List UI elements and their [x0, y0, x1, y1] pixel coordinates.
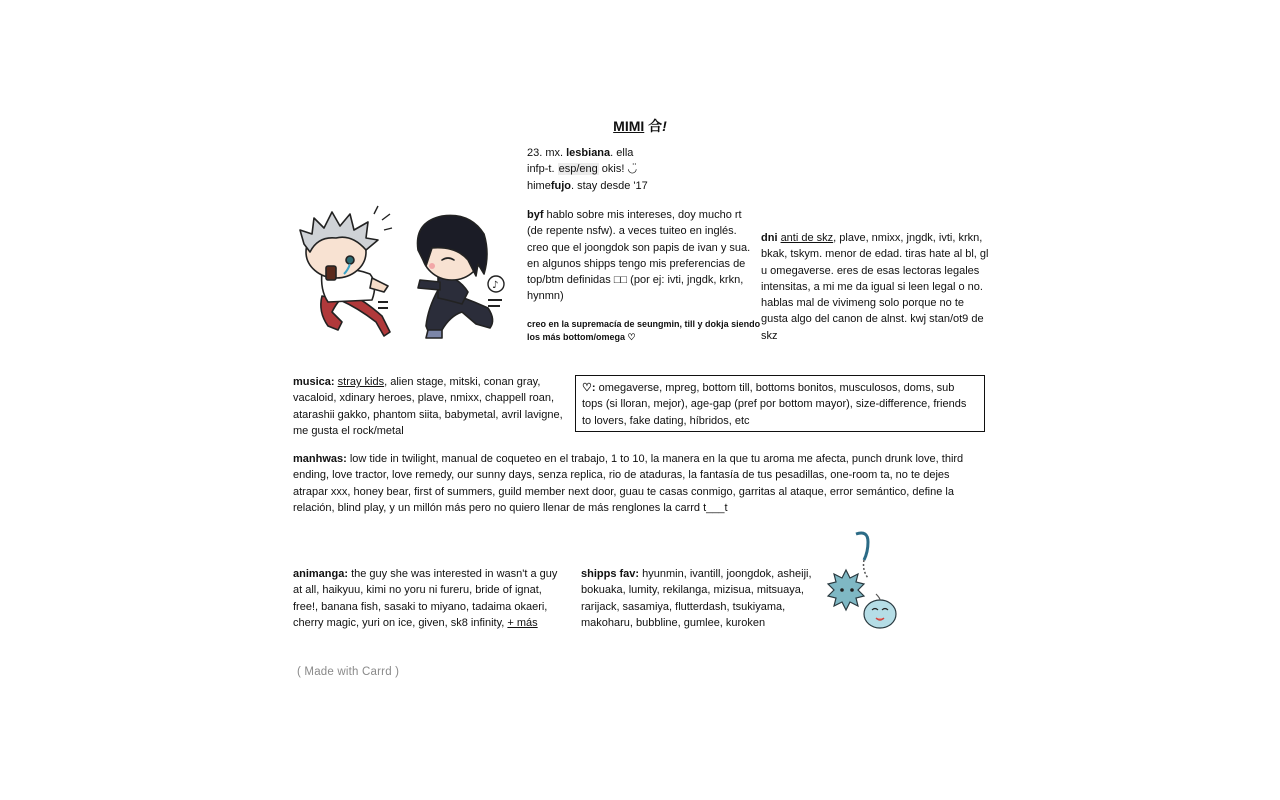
- intro-l3-post: . stay desde '17: [571, 179, 648, 192]
- musica-link[interactable]: stray kids: [337, 376, 385, 388]
- manhwas-body: low tide in twilight, manual de coqueteo en el trabajo, 1 to 10, la manera en la que tu aroma me afecta, punch drunk love, third ending, love tractor, love remedy, our sunny days, senza replica, rio de ataduras, la fantasía de tus pesadillas, one-room ta, no te dejes atrapar xxx, honey bear, first of summers, guild member next door, guau te casas conmigo, garritas al ataque, error semántico, define la relación, blind play, y un millón más pero no quiero llenar de más renglones la carrd t___t: [293, 453, 964, 514]
- keychain-charm-icon: [824, 530, 902, 630]
- intro-l2-highlight: esp/eng: [558, 163, 598, 176]
- animanga-body: the guy she was interested in wasn't a guy at all, haikyuu, kimi no yoru ni fureru, bride of ignat, free!, banana fish, sasaki to miyano, tadaima okaeri, cherry magic, yuri on ice, given, sk8 infinity,: [293, 568, 558, 629]
- title-name: MIMI: [613, 118, 645, 134]
- dni-body: , plave, nmixx, jngdk, ivti, krkn, bkak, tskym. menor de edad. tiras hate al bl, gl u omegaverse. eres de esas lectoras legales intensitas, a mi me da igual si leen legal o no. hablas mal de vivimeng solo porque no te gusta algo del canon de alnst. kwj stan/ot9 de skz: [761, 232, 989, 342]
- intro-l1-post: . ella: [610, 147, 634, 159]
- title-kanji: 合: [648, 118, 663, 134]
- shipps-body: hyunmin, ivantill, joongdok, asheiji, bokuaka, lumity, rekilanga, mizisua, mitsuaya, rarijack, sasamiya, flutterdash, tsukiyama, makoharu, bubbline, gumlee, kuroken: [581, 568, 812, 629]
- likes-body: omegaverse, mpreg, bottom till, bottoms bonitos, musculosos, doms, sub tops (si lloran, mejor), age-gap (pref por bottom mayor), size-difference, friends to lovers, fake dating, híbridos, etc: [582, 382, 967, 427]
- intro-line-3: [527, 178, 757, 194]
- likes-label: ♡:: [582, 382, 596, 394]
- animanga-label: animanga:: [293, 568, 349, 580]
- made-with-carrd-link[interactable]: ( Made with Carrd ): [297, 666, 400, 678]
- page-title: [560, 117, 720, 135]
- keychain-charm-image: [824, 530, 902, 630]
- shipps-text: [581, 566, 821, 631]
- intro-l2-pre: infp-t.: [527, 163, 558, 176]
- shipps-label: shipps fav:: [581, 568, 640, 580]
- intro-block: [527, 145, 757, 194]
- musica-label: musica:: [293, 376, 335, 388]
- supremacy-note: creo en la supremacía de seungmin, till y dokja siendo los más bottom/omega ♡: [527, 319, 761, 342]
- title-bang: !: [662, 118, 667, 134]
- animanga-text: [293, 566, 569, 631]
- byf-body: hablo sobre mis intereses, doy mucho rt (de repente nsfw). a veces tuiteo en inglés. creo que el joongdok son papis de ivan y sua. en algunos shipps tengo mis preferencias de top/btm definidas □□ (por ej: ivti, jngdk, krkn, hynmn): [527, 209, 751, 303]
- intro-l1-pre: 23. mx.: [527, 147, 567, 159]
- dni-text: [761, 230, 989, 344]
- more-link[interactable]: + más: [507, 616, 538, 629]
- chibi-art-image: [292, 204, 512, 344]
- chibi-characters-illustration: [292, 204, 512, 344]
- intro-l3-bold: fujo: [550, 179, 572, 192]
- intro-line-2: [527, 161, 757, 177]
- byf-text: [527, 207, 752, 305]
- svg-text:♪: ♪: [492, 280, 499, 291]
- intro-l3-pre: hime: [527, 179, 551, 192]
- manhwas-label: manhwas:: [293, 453, 347, 465]
- dni-label: dni: [761, 232, 778, 244]
- intro-l2-post: okis! ◡̈: [598, 163, 638, 176]
- likes-box: [575, 375, 985, 432]
- byf-label: byf: [527, 209, 544, 221]
- musica-text: [293, 374, 565, 439]
- intro-line-1: [527, 145, 757, 161]
- manhwas-text: [293, 451, 987, 516]
- intro-l1-bold: lesbiana: [566, 147, 611, 159]
- dni-link[interactable]: anti de skz: [780, 232, 834, 244]
- musica-body: , alien stage, mitski, conan gray, vacaloid, xdinary heroes, plave, nmixx, chappell roan, atarashii gakko, phantom siita, babymetal, avril lavigne, me gusta el rock/metal: [293, 376, 563, 437]
